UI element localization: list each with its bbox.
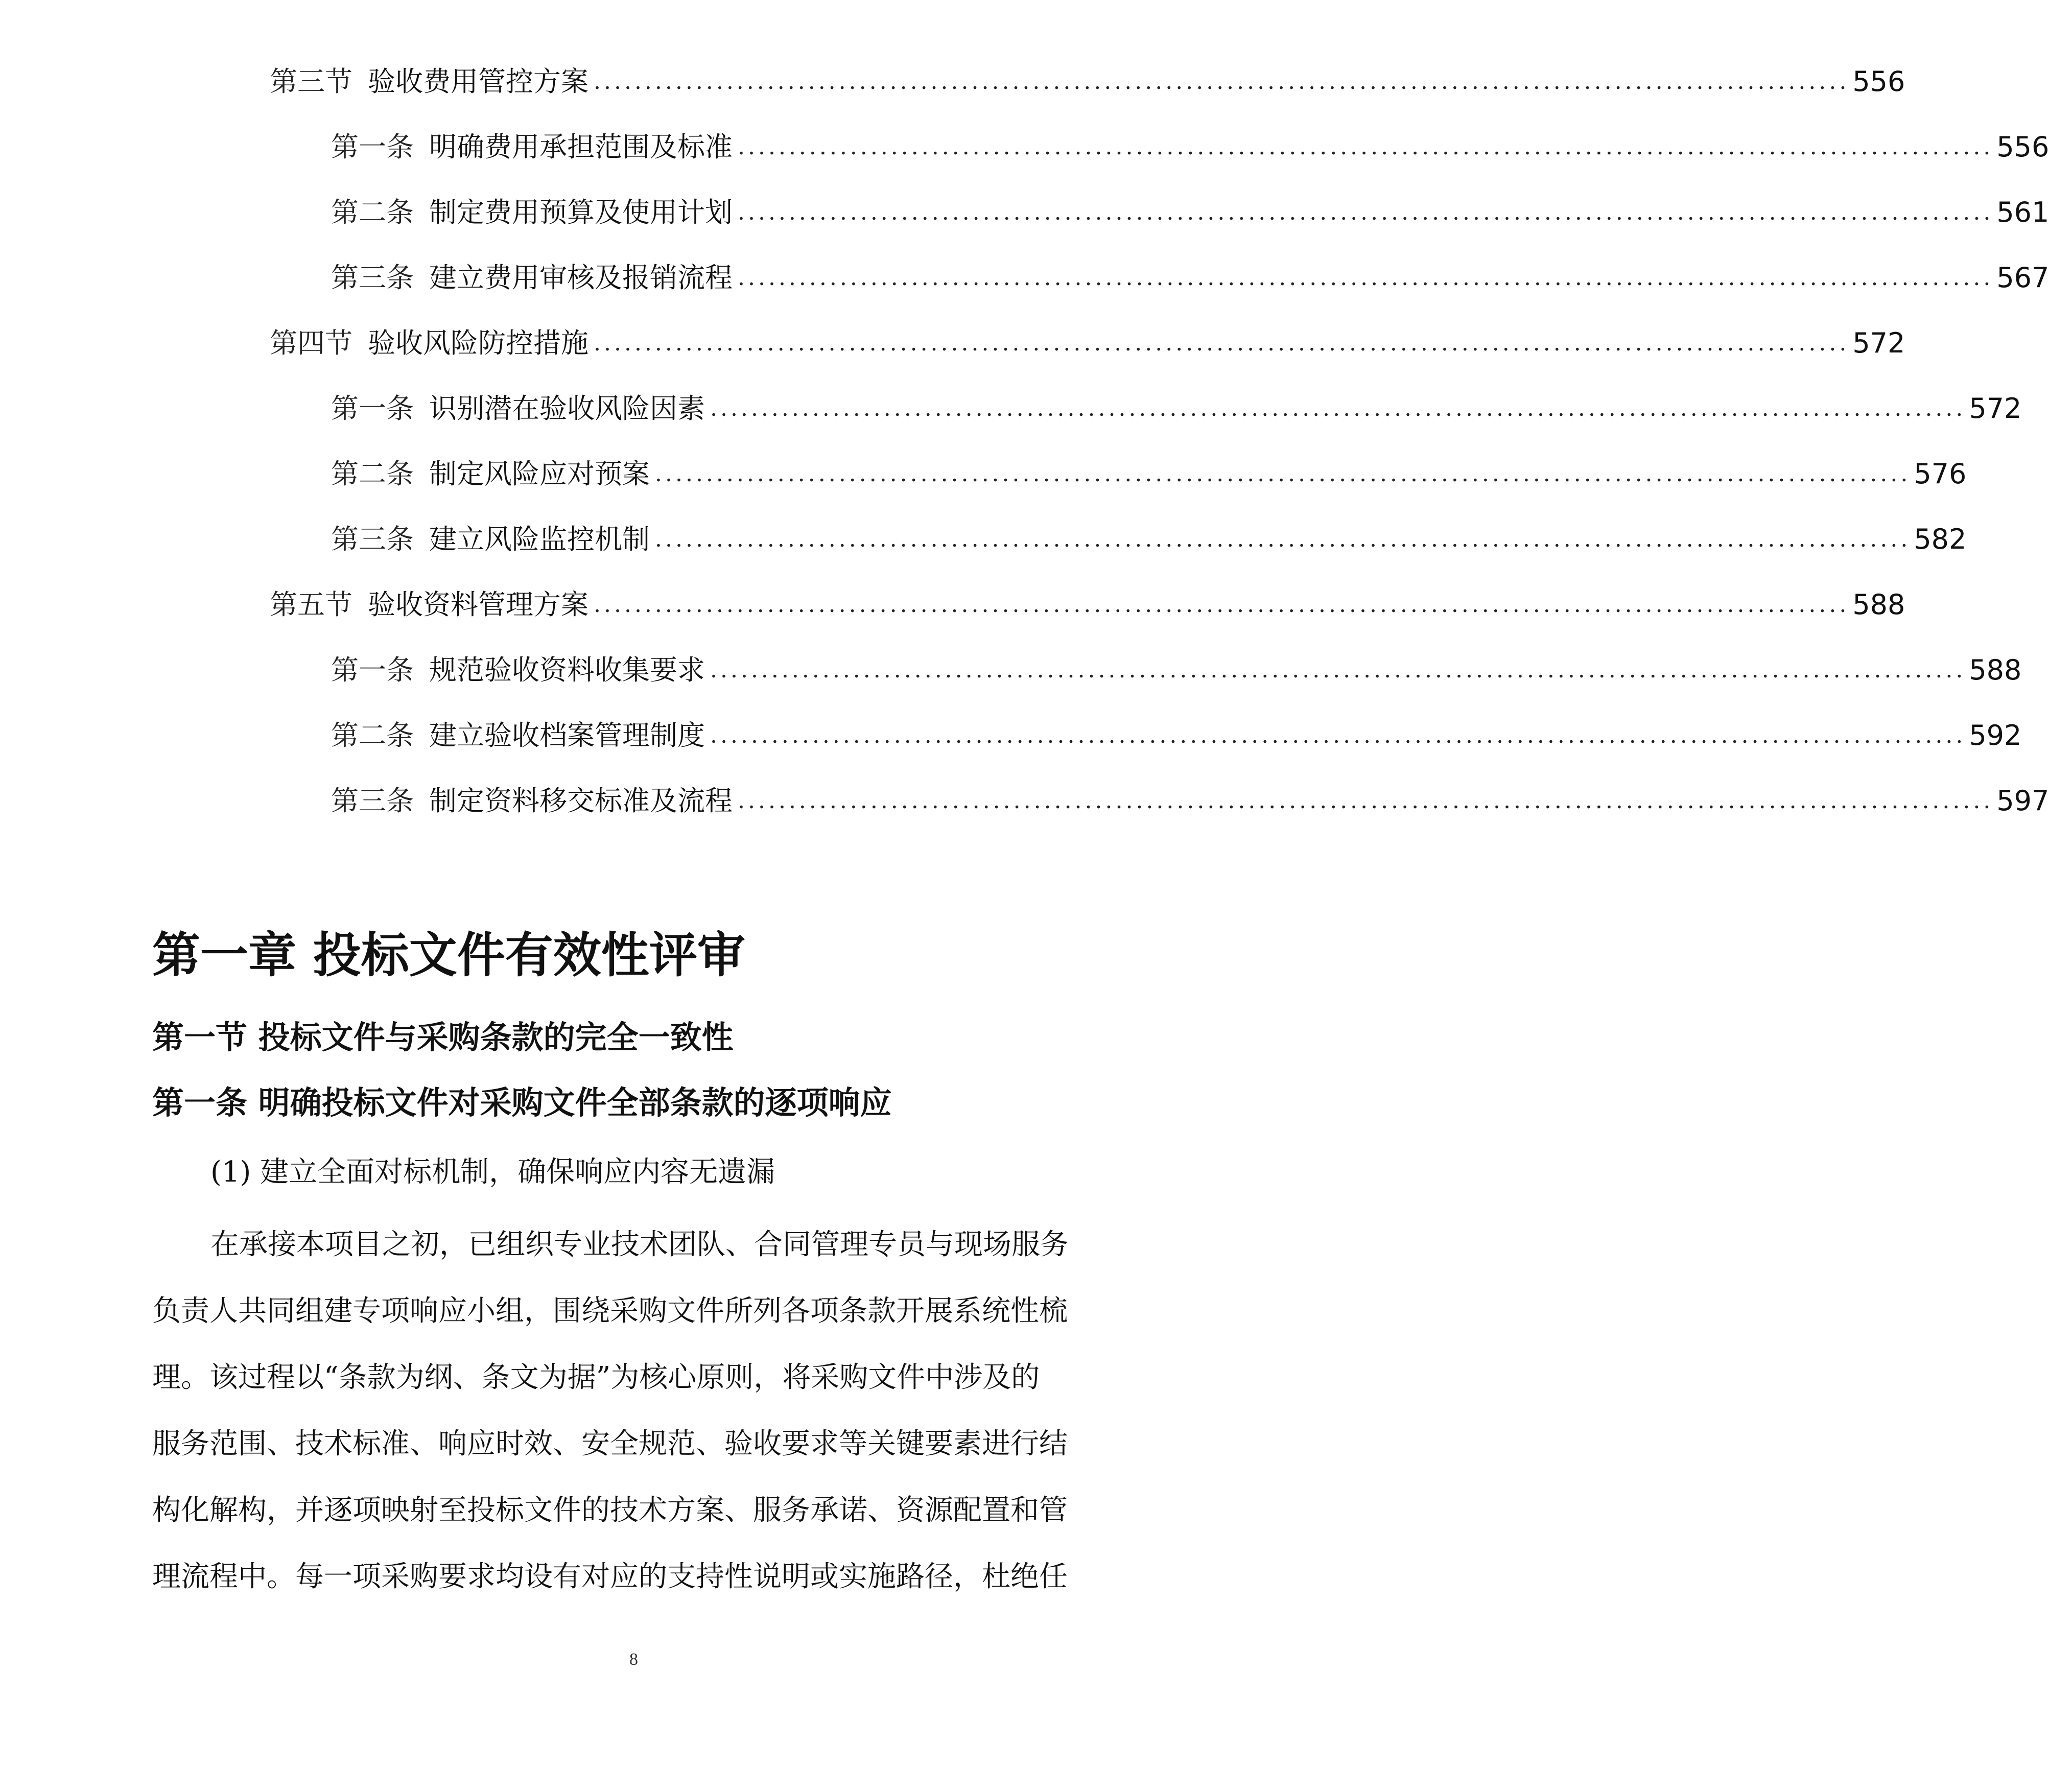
toc-entry-title: 识别潜在验收风险因素 [429, 392, 705, 425]
toc-entry[interactable] [331, 122, 2049, 173]
chapter-title: 第一章 投标文件有效性评审 [152, 927, 745, 983]
toc-entry-page: 561 [1996, 196, 2049, 228]
paragraph-line: 理流程中。每一项采购要求均设有对应的支持性说明或实施路径，杜绝任 [152, 1560, 1068, 1593]
toc-entry-page: 572 [1852, 327, 1905, 359]
toc-entry-number: 第二条 [331, 196, 414, 228]
toc-entry[interactable] [331, 383, 2022, 434]
toc-entry-number: 第二条 [331, 458, 414, 490]
section-title: 第一节 投标文件与采购条款的完全一致性 [152, 1019, 734, 1056]
toc-entry-number: 第一条 [331, 654, 414, 686]
toc-dot-leader: ........................................................................................................................... [710, 722, 1966, 748]
paragraph-line: 在承接本项目之初，已组织专业技术团队、合同管理专员与现场服务 [210, 1228, 1069, 1261]
toc-entry[interactable] [331, 514, 1967, 565]
toc-entry-title: 规范验收资料收集要求 [429, 654, 705, 686]
toc-dot-leader: ........................................................................................................................... [710, 657, 1966, 683]
toc-entry[interactable] [331, 449, 1967, 500]
toc-entry[interactable] [270, 318, 1905, 369]
toc-entry[interactable] [331, 187, 2049, 238]
toc-entry-title: 制定资料移交标准及流程 [429, 785, 733, 817]
toc-entry-page: 572 [1969, 392, 2022, 425]
paragraph-line: 服务范围、技术标准、响应时效、安全规范、验收要求等关键要素进行结 [152, 1427, 1068, 1460]
toc-entry-number: 第三节 [270, 65, 352, 98]
toc-entry-title: 制定费用预算及使用计划 [429, 196, 733, 228]
toc-entry[interactable] [270, 579, 1905, 630]
toc-entry[interactable] [331, 710, 2022, 761]
toc-entry-page: 588 [1852, 588, 1905, 621]
toc-entry-page: 556 [1852, 65, 1905, 98]
toc-dot-leader: ........................................................................................................................... [738, 265, 1994, 291]
paragraph-line: 负责人共同组建专项响应小组，围绕采购文件所列各项条款开展系统性梳 [152, 1294, 1068, 1328]
toc-entry-number: 第三条 [331, 523, 414, 555]
toc-entry[interactable] [331, 775, 2049, 827]
toc-entry-page: 567 [1996, 262, 2049, 294]
paragraph-line: 构化解构，并逐项映射至投标文件的技术方案、服务承诺、资源配置和管 [152, 1494, 1068, 1527]
toc-dot-leader: ........................................................................................................................... [655, 526, 1911, 552]
toc-dot-leader: ........................................................................................................................... [594, 68, 1850, 95]
toc-entry-number: 第四节 [270, 327, 352, 359]
toc-entry[interactable] [331, 645, 2022, 696]
toc-entry-title: 建立风险监控机制 [429, 523, 650, 555]
toc-entry-number: 第二条 [331, 719, 414, 751]
toc-entry-page: 556 [1996, 131, 2049, 163]
toc-entry-page: 597 [1996, 785, 2049, 817]
toc-entry-number: 第一条 [331, 131, 414, 163]
toc-entry-title: 建立验收档案管理制度 [429, 719, 705, 751]
toc-entry[interactable] [270, 56, 1905, 107]
toc-entry-title: 验收风险防控措施 [368, 327, 588, 359]
toc-entry-number: 第三条 [331, 262, 414, 294]
toc-entry-number: 第五节 [270, 588, 352, 621]
toc-entry-title: 验收资料管理方案 [368, 588, 588, 621]
page-number: 8 [629, 1650, 638, 1669]
toc-entry-page: 576 [1914, 458, 1967, 490]
toc-entry-title: 制定风险应对预案 [429, 458, 650, 490]
toc-dot-leader: ........................................................................................................................... [594, 330, 1850, 356]
toc-entry-page: 588 [1969, 654, 2022, 686]
toc-dot-leader: ........................................................................................................................... [594, 592, 1850, 618]
toc-entry-page: 592 [1969, 719, 2022, 751]
toc-entry-title: 明确费用承担范围及标准 [429, 131, 733, 163]
subheading: (1) 建立全面对标机制，确保响应内容无遗漏 [210, 1156, 775, 1189]
body-paragraph [152, 1212, 1113, 1610]
toc-dot-leader: ........................................................................................................................... [655, 461, 1911, 487]
toc-entry-title: 验收费用管控方案 [368, 65, 588, 98]
toc-entry-number: 第三条 [331, 785, 414, 817]
toc-dot-leader: ........................................................................................................................... [738, 134, 1994, 160]
toc-entry-title: 建立费用审核及报销流程 [429, 262, 733, 294]
toc-dot-leader: ........................................................................................................................... [738, 788, 1994, 814]
toc-entry-number: 第一条 [331, 392, 414, 425]
toc-dot-leader: ........................................................................................................................... [710, 395, 1966, 421]
toc-dot-leader: ........................................................................................................................... [738, 199, 1994, 225]
toc-entry[interactable] [331, 252, 2049, 303]
paragraph-line: 理。该过程以“条款为纲、条文为据”为核心原则，将采购文件中涉及的 [152, 1361, 1040, 1394]
article-title: 第一条 明确投标文件对采购文件全部条款的逐项响应 [152, 1084, 892, 1121]
toc-entry-page: 582 [1914, 523, 1967, 555]
